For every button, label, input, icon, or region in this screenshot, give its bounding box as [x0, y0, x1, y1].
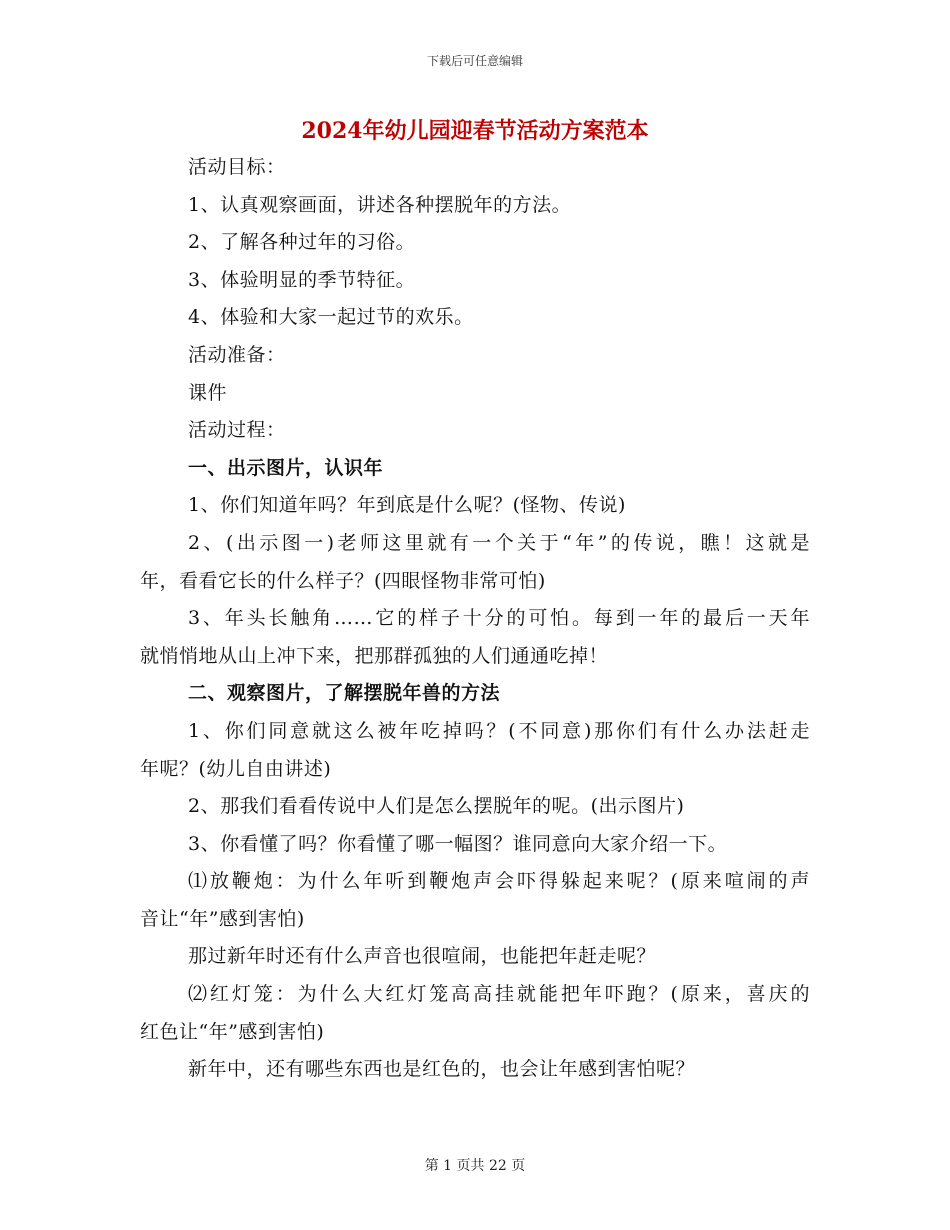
text-line: 1、你们知道年吗？年到底是什么呢？(怪物、传说) [188, 494, 626, 517]
text-line: 年呢？(幼儿自由讲述) [140, 757, 332, 780]
text-line: 2、(出示图一)老师这里就有一个关于“年”的传说，瞧！这就是 [188, 531, 810, 554]
text-line: 1、认真观察画面，讲述各种摆脱年的方法。 [188, 193, 572, 216]
section-heading: 二、观察图片，了解摆脱年兽的方法 [188, 682, 501, 705]
text-line: 就悄悄地从山上冲下来，把那群孤独的人们通通吃掉！ [140, 644, 609, 667]
text-line: 4、体验和大家一起过节的欢乐。 [188, 306, 474, 329]
text-line: 3、你看懂了吗？你看懂了哪一幅图？谁同意向大家介绍一下。 [188, 832, 728, 855]
text-line: 新年中，还有哪些东西也是红色的，也会让年感到害怕呢？ [188, 1058, 696, 1081]
text-line: ⑵红灯笼：为什么大红灯笼高高挂就能把年吓跑？(原来，喜庆的 [188, 983, 810, 1006]
text-line: 活动准备： [188, 343, 286, 366]
text-line: 3、体验明显的季节特征。 [188, 268, 416, 291]
text-line: 活动过程： [188, 419, 286, 442]
section-heading: 一、出示图片，认识年 [188, 456, 384, 479]
text-line: 红色让“年”感到害怕) [140, 1020, 325, 1043]
page-footer: 第 1 页共 22 页 [424, 1158, 526, 1174]
text-line: 1、你们同意就这么被年吃掉吗？(不同意)那你们有什么办法赶走 [188, 719, 810, 742]
text-line: 音让“年”感到害怕) [140, 907, 305, 930]
document-body [140, 149, 810, 1089]
text-line: 年，看看它长的什么样子？(四眼怪物非常可怕) [140, 569, 546, 592]
text-line: 3、年头长触角……它的样子十分的可怕。每到一年的最后一天年 [188, 607, 810, 630]
text-line: ⑴放鞭炮：为什么年听到鞭炮声会吓得躲起来呢？(原来喧闹的声 [188, 870, 810, 893]
text-line: 课件 [188, 381, 228, 404]
text-line: 活动目标： [188, 156, 286, 178]
text-line: 2、那我们看看传说中人们是怎么摆脱年的呢。(出示图片) [188, 795, 685, 818]
page-header: 下载后可任意编辑 [426, 54, 523, 68]
text-line: 2、了解各种过年的习俗。 [188, 231, 416, 254]
text-line: 那过新年时还有什么声音也很喧闹，也能把年赶走呢？ [188, 945, 657, 968]
document-title: 2024年幼儿园迎春节活动方案范本 [301, 118, 649, 144]
